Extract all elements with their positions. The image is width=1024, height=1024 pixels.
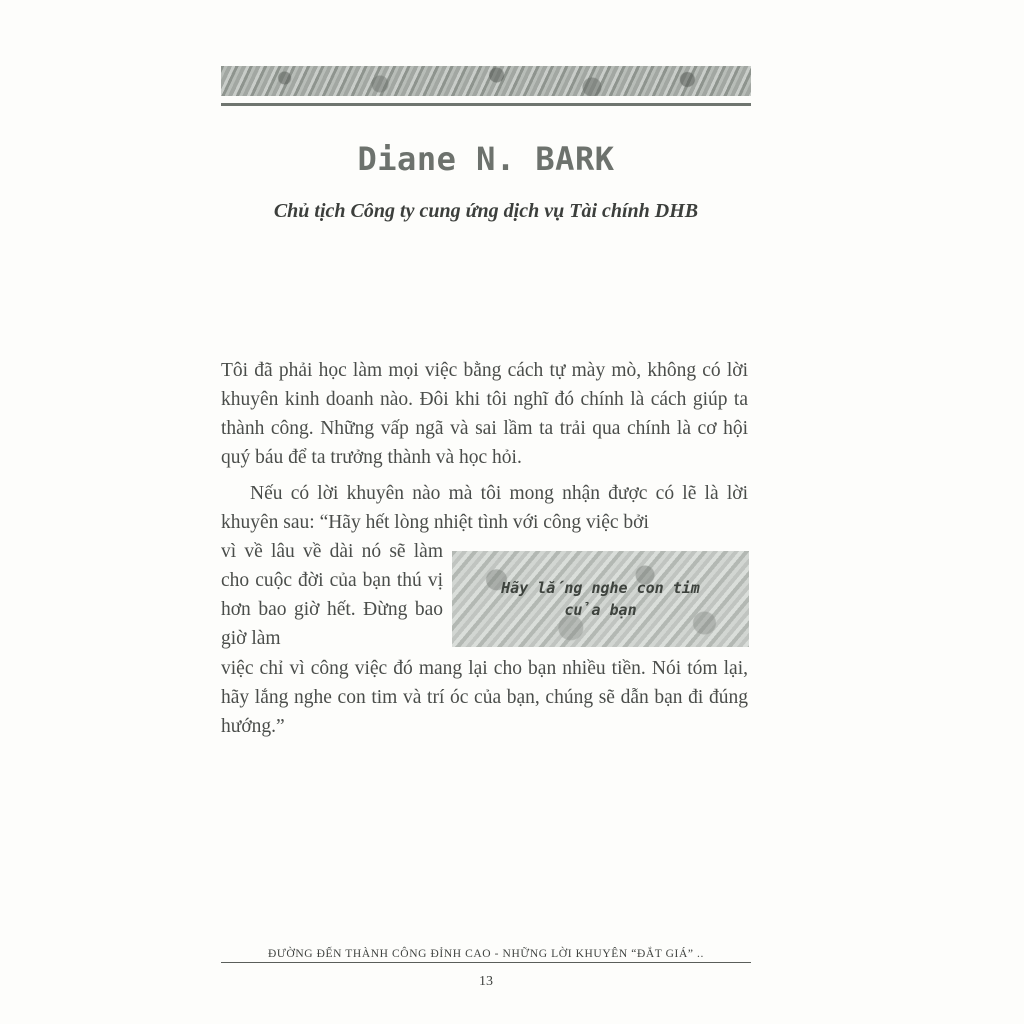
pull-quote-line-1: Hãy lắng nghe con tim: [501, 579, 700, 597]
body-paragraph-2-part-2: vì về lâu về dài nó sẽ làm cho cuộc đời của bạn thú vị hơn bao giờ hết. Đừng bao giờ làm: [221, 541, 443, 649]
body-paragraph-2-part-1: Nếu có lời khuyên nào mà tôi mong nhận được có lẽ là lời khuyên sau: “Hãy hết lòng nhiệt tình với công việc bởi: [221, 483, 748, 533]
running-footer-title: ĐƯỜNG ĐẾN THÀNH CÔNG ĐỈNH CAO - NHỮNG LỜI KHUYÊN “ĐẮT GIÁ” ..: [267, 948, 705, 960]
header-rule: [221, 103, 751, 106]
person-role: Chủ tịch Công ty cung ứng dịch vụ Tài chính DHB: [273, 200, 699, 222]
page-number: 13: [479, 974, 493, 989]
person-name: Diane N. BARK: [357, 140, 615, 178]
body-paragraph-2-part-3: việc chỉ vì công việc đó mang lại cho bạn nhiều tiền. Nói tóm lại, hãy lắng nghe con tim và trí óc của bạn, chúng sẽ dẫn bạn đi đúng hướng.”: [221, 658, 748, 737]
decorative-header-band: [221, 66, 751, 96]
footer-rule: [221, 962, 751, 963]
pull-quote-box: [452, 551, 749, 647]
pull-quote-line-2: của bạn: [564, 601, 637, 619]
body-paragraph-1: Tôi đã phải học làm mọi việc bằng cách tự mày mò, không có lời khuyên kinh doanh nào. Đôi khi tôi nghĩ đó chính là cách giúp ta thành công. Những vấp ngã và sai lầm ta trải qua chính là cơ hội quý báu để ta trưởng thành và học hỏi.: [221, 360, 748, 468]
